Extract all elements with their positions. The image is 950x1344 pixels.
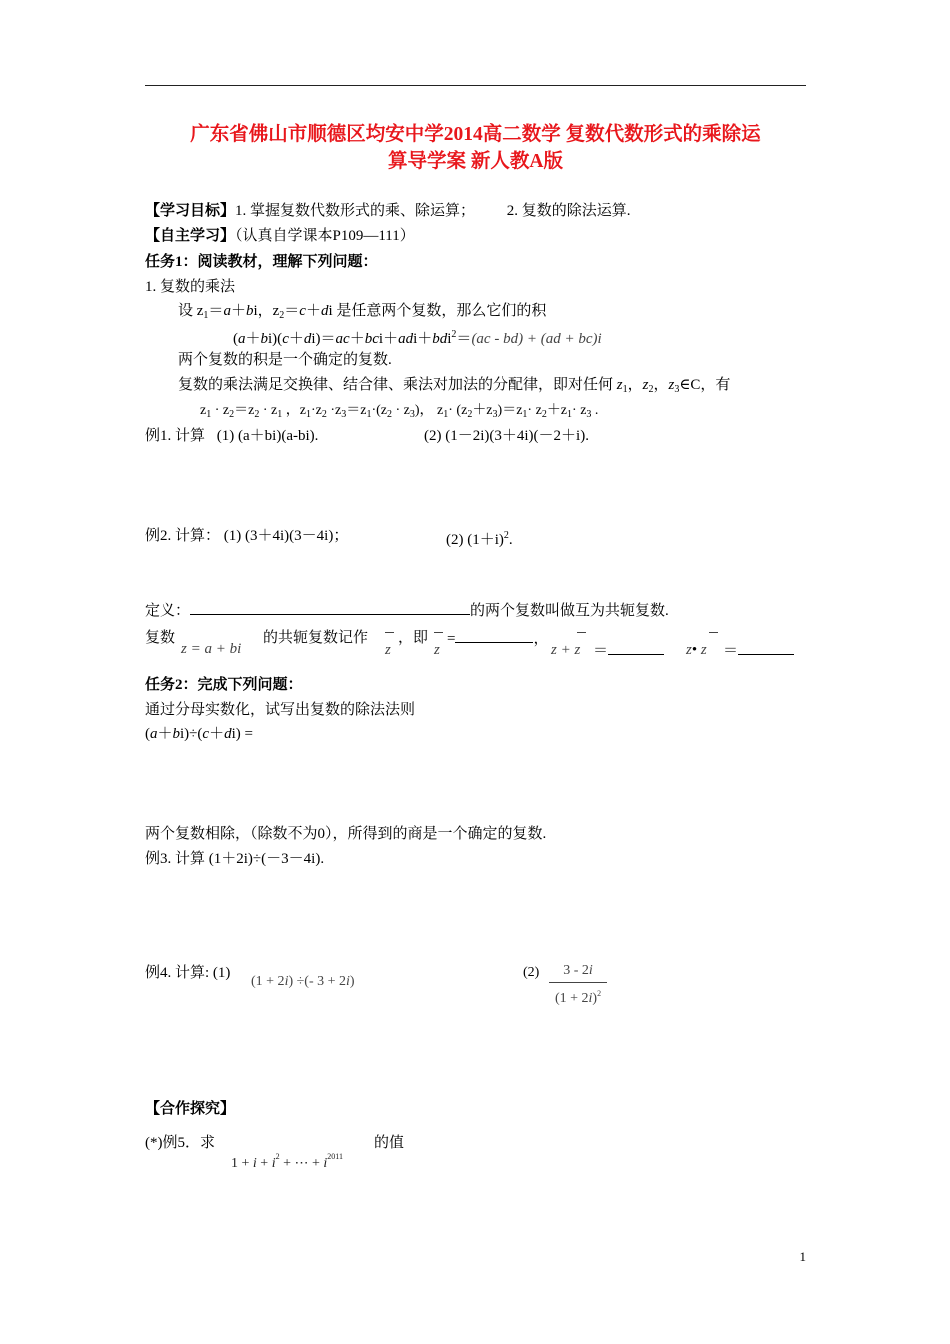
z-bar-2-overline xyxy=(434,632,443,633)
quotient-text: 两个复数相除，（除数不为0），所得到的商是一个确定的复数. xyxy=(145,826,547,842)
example4-numerator: 3 - 2i xyxy=(563,963,593,978)
setup-text: 是任意两个复数，那么它们的积 xyxy=(336,303,547,319)
example2 xyxy=(145,526,348,546)
learning-goals xyxy=(145,201,631,221)
product-blank[interactable] xyxy=(738,640,794,655)
example2-part1: (1) (3＋4i)(3－4i)； xyxy=(223,528,349,544)
task1-setup: 设 $z_1=a+bi$，$z_2=c+di$ 是任意两个复数，那么它们的积 xyxy=(178,303,547,321)
conjugate-z-expr: z = a + bi xyxy=(181,641,242,657)
example4-label: 例4. 计算: (1) xyxy=(145,965,231,981)
definition-blank[interactable] xyxy=(190,600,470,615)
conjugate-blank[interactable] xyxy=(455,628,533,643)
definition-label: 定义： xyxy=(145,603,191,619)
conjugate-text2: ，即 xyxy=(398,630,429,646)
example5-suffix: 的值 xyxy=(374,1135,405,1151)
example4-denominator: $(1 + 2i)^2$ xyxy=(554,989,602,1006)
laws-suffix: ∈C，有 xyxy=(679,377,731,393)
z-bar-1-overline xyxy=(385,632,394,633)
self-study-label: 【自主学习】 xyxy=(145,228,236,244)
page-number: 1 xyxy=(799,1249,806,1264)
self-study-note: （认真自学课本P109—111） xyxy=(235,228,415,244)
example1-label: 例1. 计算 xyxy=(145,428,206,444)
task1-sub1: 1. 复数的乘法 xyxy=(145,279,236,295)
laws-text: 复数的乘法满足交换律、结合律、乘法对加法的分配律，即对任何 xyxy=(178,377,614,393)
z-plus-zbar-overline xyxy=(577,632,586,633)
z-times-zbar: z• z xyxy=(686,642,707,658)
cooperate-label: 【合作探究】 xyxy=(145,1101,236,1117)
conjugate-text: 的共轭复数记作 xyxy=(263,630,369,646)
task2-line1: 通过分母实数化，试写出复数的除法法则 xyxy=(145,702,416,718)
task2-division-rule: (a＋bi)÷(c＋di) = xyxy=(145,726,253,742)
multiplication-laws: 复数的乘法满足交换律、结合律、乘法对加法的分配律，即对任何 $z_1$，$z_2$，$z_3\in C$，有 xyxy=(178,377,731,395)
example4-part2-label: (2) xyxy=(523,965,540,980)
title-line-1: 广东省佛山市顺德区均安中学2014高二数学 复数代数形式的乘除运 xyxy=(190,124,761,145)
conjugate-eq: = ， xyxy=(447,628,548,649)
z-bar-2: z xyxy=(434,642,440,658)
example2-part2: (2) $(1+i)^2$. xyxy=(446,530,513,548)
laws-formulas: $z_1 \cdot z_2=z_2 \cdot z_1$ ，$z_1\cdot z_2 \cdot z_3=z_1\cdot(z_2 \cdot z_3)$， $z_1\cdot (z_2+z_3)=z_1\cdot z_2+z_1\cdot z_3$ . xyxy=(200,403,599,420)
goals-item-1: 1. 掌握复数代数形式的乘、除运算； xyxy=(235,203,476,219)
conjugate-label: 复数 xyxy=(145,630,176,646)
goals-label: 【学习目标】 xyxy=(145,203,236,219)
product-answer: ＝ xyxy=(723,640,794,661)
z-bar-1: z xyxy=(385,642,391,658)
task1-heading: 任务1：阅读教材，理解下列问题： xyxy=(145,254,378,270)
example5-expr: $1 + i + i^2$ + ⋯ + $i^{2011}$ xyxy=(231,1152,343,1171)
self-study xyxy=(145,226,415,246)
goals-item-2: 2. 复数的除法运算. xyxy=(506,203,631,219)
sum-answer: ＝ xyxy=(593,640,664,661)
product-formula: (a＋bi)(c＋di)＝ac＋bci＋adi＋bdi$^2$＝(ac - bd) + (ad + bc)i xyxy=(233,329,602,347)
sum-blank[interactable] xyxy=(608,640,664,655)
z-plus-zbar: z + z xyxy=(551,642,581,658)
example3-expr: (1＋2i)÷(－3－4i). xyxy=(208,851,325,867)
title-line-2: 算导学案 新人教A版 xyxy=(388,151,563,172)
example1-part2: (2) (1－2i)(3＋4i)(－2＋i). xyxy=(424,428,589,444)
definition-text: 的两个复数叫做互为共轭复数. xyxy=(470,603,669,619)
example4-expr1: (1 + 2i) ÷(- 3 + 2i) xyxy=(251,974,355,989)
example1-part1: (1) (a＋bi)(a-bi). xyxy=(216,428,319,444)
top-rule xyxy=(145,85,806,86)
example5-label: (*)例5．求 xyxy=(145,1135,215,1151)
example3: 例3. 计算 (1＋2i)÷(－3－4i). xyxy=(145,851,325,867)
example2-label: 例2. 计算： xyxy=(145,528,221,544)
example1 xyxy=(145,426,318,446)
z-times-zbar-overline xyxy=(709,632,718,633)
example4-fraction-line xyxy=(549,982,607,983)
task2-heading: 任务2：完成下列问题： xyxy=(145,677,303,693)
product-expr: (ac - bd) + (ad + bc)i xyxy=(471,331,602,347)
product-determined: 两个复数的积是一个确定的复数. xyxy=(178,352,392,368)
definition xyxy=(145,600,669,621)
